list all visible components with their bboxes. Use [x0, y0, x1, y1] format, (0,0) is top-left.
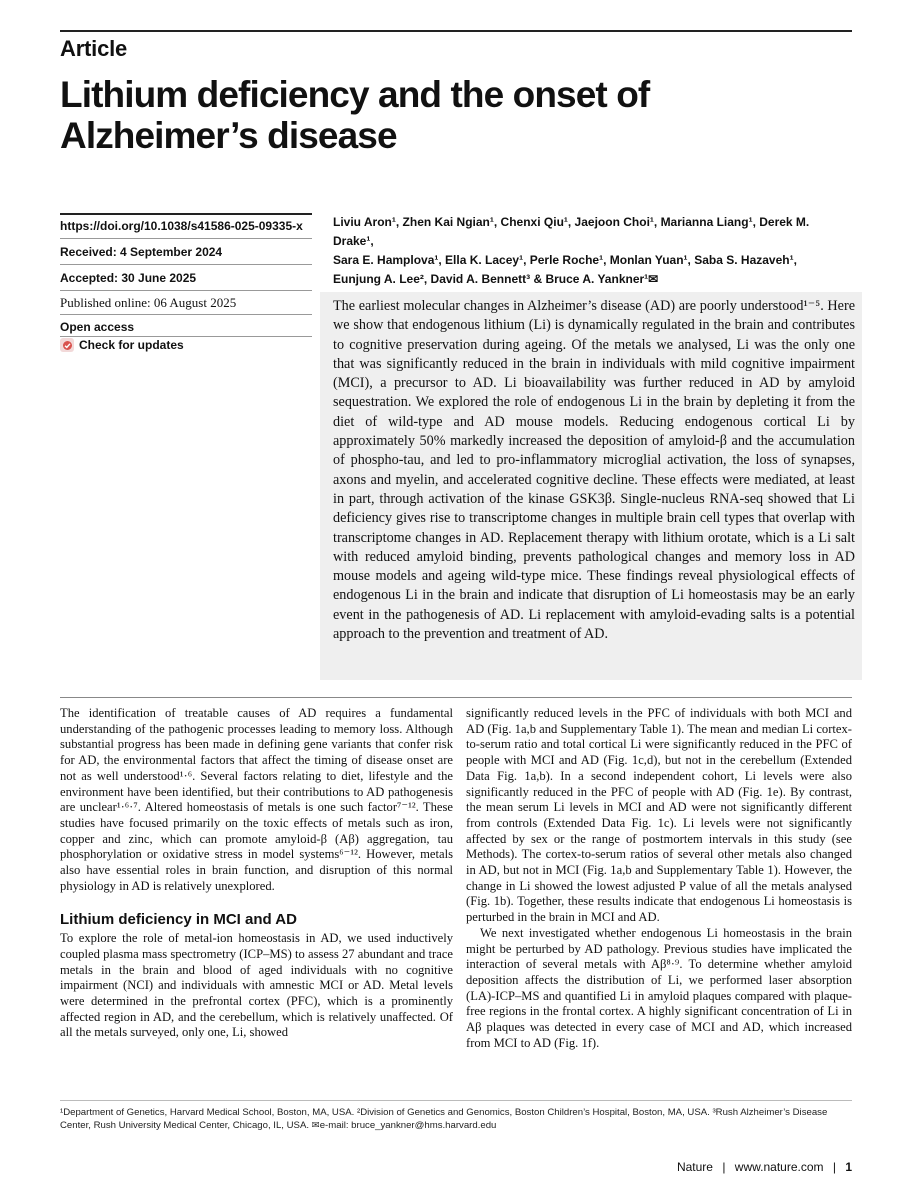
- body-paragraph: We next investigated whether endogenous Li homeostasis in the brain might be perturbed by AD pathology. Previous studies have implicated the interaction of several metals with Aβ⁸·⁹. To determine whether amyloid deposition affects the distribution of Li, we performed laser absorption (LA)-ICP–MS and quantified Li in amyloid plaques compared with plaque-free regions in the frontal cortex. A highly significant concentration of Li in Aβ plaques was detected in every case of MCI and AD, which increased from MCI to AD (Fig. 1f).: [466, 925, 852, 1050]
- open-access-label: Open access: [60, 320, 135, 334]
- body-divider: [60, 697, 852, 698]
- meta-divider: [60, 290, 312, 291]
- check-updates-label: Check for updates: [79, 338, 184, 352]
- meta-divider: [60, 238, 312, 239]
- body-paragraph: significantly reduced levels in the PFC of individuals with both MCI and AD (Fig. 1a,b and Supplementary Table 1). The mean and median Li cortex-to-serum ratio and total cortical Li were significantly reduced in the PFC of people with MCI and AD (Fig. 1c,d), but not in the cerebellum (Extended Data Fig. 1a,b). In a second independent cohort, Li levels were also significantly reduced in the PFC of people with AD (Fig. 1e). By contrast, the mean serum Li levels in MCI and AD were not significantly different from controls (Extended Data Fig. 1c). Li levels were not significantly affected by sex or the range of postmortem intervals in this study (see Methods). The cortex-to-serum ratios of several other metals also changed in AD, but not in MCI (Fig. 1a,b and Supplementary Table 1). However, the change in Li showed the lowest adjusted P value of all the metals analysed (Fig. 1b). Together, these results indicate that endogenous Li homeostasis is perturbed in the brain in MCI and AD.: [466, 706, 852, 925]
- meta-divider: [60, 264, 312, 265]
- meta-divider: [60, 314, 312, 315]
- check-for-updates-button[interactable]: [60, 338, 184, 352]
- accepted-date: Accepted: 30 June 2025: [60, 271, 197, 285]
- footer-separator: |: [832, 1160, 836, 1174]
- footer-separator: |: [722, 1160, 726, 1174]
- meta-top-rule: [60, 213, 312, 215]
- journal-name: Nature: [676, 1160, 713, 1174]
- page-title: Lithium deficiency and the onset of Alzheimer’s disease: [60, 74, 650, 156]
- meta-divider: [60, 336, 312, 337]
- intro-paragraph: The identification of treatable causes of AD requires a fundamental understanding of the pathogenic processes leading to memory loss. Although substantial progress has been made in defining gene variants that confer risk for AD, the environmental factors that affect the timing of disease onset are not as well understood¹·⁶. Several factors relating to diet, lifestyle and the environment have been identified, but their contributions to AD pathogenesis are unclear¹·⁶·⁷. Altered homeostasis of metals is one such factor⁷⁻¹². These studies have focused primarily on the toxic effects of metals such as iron, copper and zinc, which can promote amyloid-β (Aβ) aggregation, tau phosphorylation or oxidative stress in model systems⁶⁻¹². However, metals also have essential roles in brain function, and disruption of this normal physiology in AD is relatively unexplored.: [60, 706, 453, 893]
- footnote-divider: [60, 1100, 852, 1101]
- page-number: 1: [845, 1160, 852, 1174]
- received-date: Received: 4 September 2024: [60, 245, 223, 259]
- section-heading: Lithium deficiency in MCI and AD: [60, 911, 297, 929]
- doi-link[interactable]: https://doi.org/10.1038/s41586-025-09335-x: [60, 219, 303, 233]
- author-line: Liviu Aron¹, Zhen Kai Ngian¹, Chenxi Qiu¹, Jaejoon Choi¹, Marianna Liang¹, Derek M. Drake¹,: [333, 215, 810, 248]
- published-date: Published online: 06 August 2025: [60, 295, 237, 310]
- top-rule: [60, 30, 852, 32]
- right-column: [466, 706, 852, 1051]
- left-column: [60, 706, 453, 1041]
- section-paragraph: To explore the role of metal-ion homeostasis in AD, we used inductively coupled plasma mass spectrometry (ICP–MS) to assess 27 abundant and trace metals in the brain and blood of aged individuals with no cognitive impairment (NCI) and individuals with amnestic MCI or AD. Metal levels were determined in the prefrontal cortex (PFC), which is a prominently affected region in AD, and the cerebellum, which is relatively unaffected. Of all the metals surveyed, only one, Li, showed: [60, 931, 453, 1040]
- page-footer: [677, 1160, 852, 1174]
- author-list: [333, 213, 853, 289]
- affiliations-footnote: ¹Department of Genetics, Harvard Medical School, Boston, MA, USA. ²Division of Genetics and Genomics, Boston Children’s Hospital, Boston, MA, USA. ³Rush Alzheimer’s Disease Center, Rush University Medical Center, Chicago, IL, USA. ✉e-mail: bruce_yankner@hms.harvard.edu: [60, 1107, 828, 1131]
- check-updates-icon: [60, 338, 74, 352]
- author-line: Eunjung A. Lee², David A. Bennett³ & Bruce A. Yankner¹✉: [333, 272, 659, 286]
- author-line: Sara E. Hamplova¹, Ella K. Lacey¹, Perle Roche¹, Monlan Yuan¹, Saba S. Hazaveh¹,: [333, 253, 797, 267]
- article-type-label: Article: [60, 36, 128, 61]
- abstract-text: The earliest molecular changes in Alzheimer’s disease (AD) are poorly understood¹⁻⁵. Here we show that endogenous lithium (Li) is dynamically regulated in the brain and contributes to cognitive preservation during ageing. Of the metals we analysed, Li was the only one that was significantly reduced in the brain in individuals with mild cognitive impairment (MCI), a precursor to AD. Li bioavailability was further reduced in AD by amyloid sequestration. We explored the role of endogenous Li in the brain by depleting it from the diet of wild-type and AD mouse models. Reducing endogenous cortical Li by approximately 50% markedly increased the deposition of amyloid-β and the accumulation of phospho-tau, and led to pro-inflammatory microglial activation, the loss of synapses, axons and myelin, and accelerated cognitive decline. These effects were mediated, at least in part, through activation of the kinase GSK3β. Single-nucleus RNA-seq showed that Li deficiency gives rise to transcriptome changes in multiple brain cell types that overlap with transcriptome changes in AD. Replacement therapy with lithium orotate, which is a Li salt with reduced amyloid binding, prevents pathological changes and memory loss in AD mouse models and ageing wild-type mice. These findings reveal physiological effects of endogenous Li in the brain and indicate that disruption of Li homeostasis may be an early event in the pathogenesis of AD. Li replacement with amyloid-evading salts is a potential approach to the prevention and treatment of AD.: [333, 298, 855, 643]
- journal-website-link[interactable]: www.nature.com: [734, 1160, 824, 1174]
